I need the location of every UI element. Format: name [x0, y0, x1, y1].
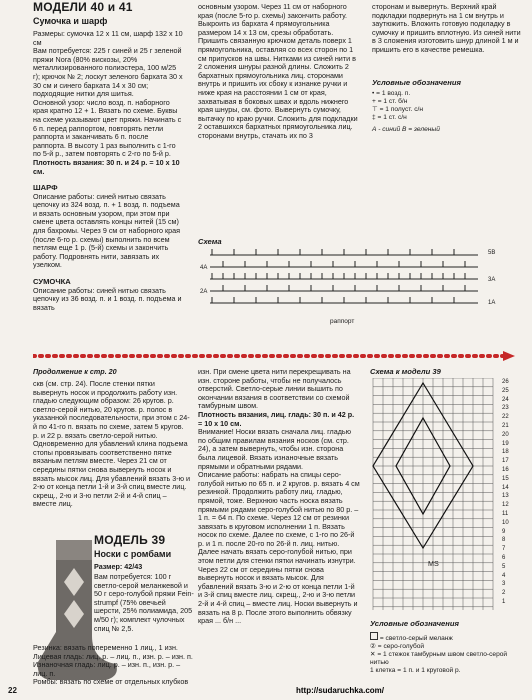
continuation-label: Продолжение к стр. 20	[33, 367, 117, 376]
legend-block	[372, 90, 522, 134]
materials-para: Вам потребуется: 225 г синей и 25 г зеленой пряжи Nora (80% вискозы, 20% металлизированного полиэстера, 100 м/25 г); крючок № 2; лоскут зеленого бархата 30 x 30 см и синего бархата 14 x 30 см; подходящие нитки для шитья.	[33, 46, 183, 99]
materials-text: Вам потребуется: 100 г светло-серой меланжевой и 50 г серо-голубой пряжи Fein-strumpf (75% овечьей шерсти, 25% полиамида, 205 м/50 г); комплект чулочных спиц № 2,5.	[94, 572, 194, 633]
chart-row-number: 20	[502, 431, 509, 438]
purl-text: Изнаночная гладь: лиц. р. – изн. п., изн. р. – лиц. п.	[33, 660, 181, 678]
rapport-label: раппорт	[330, 318, 355, 325]
right-column-text: сторонам и вывернуть. Верхний край подкладки подвернуть на 1 см внутрь и заутюжить. Вложить готовую подкладку в сумочку и пришить вплотную. Из синей нити в 3 сложения изготовить шнур длиной 1 м и пришить его в качестве ремешка.	[372, 2, 521, 54]
chart-row-number: 13	[502, 493, 509, 500]
dc-icon: ‡	[372, 114, 376, 121]
legend-title: Условные обозначения	[372, 78, 461, 87]
chart-row-number: 7	[502, 546, 506, 553]
page-number: 22	[8, 686, 17, 695]
chain-icon: •	[372, 90, 375, 97]
model39-title: МОДЕЛЬ 39	[94, 533, 166, 547]
color-legend: А - синий В = зеленый	[372, 126, 440, 133]
section-divider	[33, 351, 515, 361]
legend-sc: + = 1 ст. б/н	[372, 98, 408, 105]
legend-chain: • = 1 возд. п.	[372, 90, 411, 97]
bottom-col1: скв (см. стр. 24). После стенки пятки вывернуть носок и продолжить работу изн. гладью следующим образом: 26 кругов. р. светло-серой нитью, 20 кругов. р. полос в указанной последовательности, при этом с 24-й по 41-го п. вязать по схеме, затем 5 кругов. р. и 22 р. вязать светло-серой нитью. Одновременно для убавлений клина подъема стопы провязывать соответственно пятке вязаным петлям вместе. Через 21 см от середины пятки снова вывернуть носок и вязать мысок лиц. Для убавлений вязать 3-ю и 2-ю от конца петли 1-й и 3-й спиц вместе лиц. скрещ., 2-ю и 3-ю петли 2-й и 4-й спиц – вместе лиц.	[33, 379, 191, 509]
scheme2-title: Схема к модели 39	[370, 367, 441, 376]
chart-row-number: 17	[502, 458, 509, 465]
row-label-1a: 1А	[488, 300, 496, 306]
chart-row-numbers	[502, 378, 516, 607]
attention-text: Внимание! Носки вязать сначала лиц. гладью по общим правилам вязания носков (см. стр. 24), а затем вывернуть, чтобы изн. сторона была лицевой. Вязать изнаночные вязать прямыми и обратными рядами.	[198, 427, 352, 471]
site-url[interactable]: http://sudaruchka.com/	[296, 686, 385, 695]
chart-row-number: 12	[502, 502, 509, 509]
scheme2-legend-title: Условные обозначения	[370, 619, 459, 628]
chart-row-number: 1	[502, 598, 506, 605]
chart-row-number: 26	[502, 379, 509, 385]
chart-row-number: 2	[502, 590, 506, 597]
scheme-title: Схема	[198, 237, 222, 246]
model-subtitle: Сумочка и шарф	[33, 16, 108, 26]
scarf-text: Описание работы: синей нитью связать цепочку из 324 возд. п. + 1 возд. п. подъема и вязать основным узором, при этом при смене цвета оставлять концы нитей (15 см) для бахромы. Через 9 см от наборного края (после 6-го р. схемы) выполнить по всем петлям еще 1 р. (5-й) схемы и закончить работу. Подровнять нити, завязать их узелком.	[33, 191, 181, 270]
model39-subtitle: Носки с ромбами	[94, 549, 172, 559]
chart-row-number: 19	[502, 440, 509, 447]
size-text: Размер: 42/43	[94, 562, 143, 571]
row-label-4a: 4А	[200, 265, 208, 271]
rib-text: Резинка: вязать попеременно 1 лиц., 1 изн.	[33, 643, 178, 652]
bottom-col2-intro: изн. При смене цвета нити перекрещивать на изн. стороне работы, чтобы не получалось отверстий. Светло-серые линии вышить по окончании вязания в соответствии со схемой тамбурным швом.	[198, 367, 351, 411]
hdc-icon: ⊤	[372, 106, 378, 113]
circle-2-icon: ②	[370, 643, 376, 650]
scarf-heading: ШАРФ	[33, 183, 58, 193]
ms-label: MS	[428, 559, 439, 568]
scheme2-legend: = светло-серый меланж ② = серо-голубой ✕ = 1 стежок тамбурным швом светло-серой нитью 1 клетка = 1 п. и 1 круговой р.	[370, 632, 520, 675]
model-title: МОДЕЛИ 40 и 41	[33, 0, 133, 14]
chart-row-number: 9	[502, 528, 506, 535]
sizes-para: Размеры: сумочка 12 x 11 см, шарф 132 x 10 см	[33, 29, 183, 47]
chart-row-number: 4	[502, 572, 506, 579]
chart-row-number: 10	[502, 519, 509, 526]
row-label-3a: 3А	[488, 277, 496, 283]
chart-row-number: 14	[502, 484, 509, 491]
left-column	[33, 30, 183, 312]
sc-icon: +	[372, 98, 376, 105]
chart-row-number: 16	[502, 466, 509, 473]
chart-row-number: 22	[502, 414, 509, 421]
middle-column: основным узором. Через 11 см от наборного края (после 5-го р. схемы) закончить работу. Выкроить из бархата 4 прямоугольника размером 14 x 13 см, срезы обработать. Пришить связанную крючком деталь поверх 1 прямоугольника, оставляя со всех сторон по 1 см припусков на швы. Нитками из синей нити в 2 сложения шнуры разной длины. Сложить 2 бархатных прямоугольника лиц. сторонами внутрь и пришить их сбоку к изнанке ручки и ниже края на расстоянии 1 см от края, захватывая в боковых швах и вдоль нижнего края шнуры, см. фото. Вывернуть сумочку, вытачку по краю ручки. Сложить для подкладки 2 оставшихся бархатных прямоугольника лиц. сторонами внутрь, стачать их по 3	[198, 2, 358, 140]
crochet-scheme	[198, 245, 498, 305]
chart-row-number: 18	[502, 449, 509, 456]
legend-dc: ‡ = 1 ст. с/н	[372, 114, 407, 121]
row-label-5b: 5В	[488, 250, 496, 256]
sock-chart	[368, 378, 498, 618]
bag-heading: СУМОЧКА	[33, 277, 71, 287]
chart-row-number: 5	[502, 563, 506, 570]
stock-text: Лицевая гладь: лиц. р. – лиц. п., изн. р. – изн. п.	[33, 651, 193, 661]
chart-row-number: 23	[502, 405, 509, 412]
row-label-2a: 2А	[200, 289, 208, 295]
density-text: Плотность вязания, лиц. гладь: 30 п. и 42 р. = 10 x 10 см.	[198, 409, 355, 428]
chart-row-number: 24	[502, 396, 509, 403]
bottom-col2	[198, 368, 360, 626]
chart-row-number: 11	[502, 510, 509, 517]
grey-square-icon	[370, 632, 378, 640]
chain-stitch-icon: ✕	[370, 651, 376, 658]
chart-row-number: 8	[502, 537, 506, 544]
legend-hdc: ⊤ = 1 полуст. с/н	[372, 106, 423, 113]
chart-row-number: 25	[502, 387, 509, 394]
pattern-para: Основной узор: число возд. п. наборного края кратно 12 + 1. Вязать по схеме. Буквы на схеме указывают цвет пряжи. Начинать с 6 п. перед раппортом, повторять петли раппорта и заканчивать 6 п. после раппорта. В высоту 1 раз выполнить с 1-го по 5-й р., затем повторять с 2-го по 5-й р.	[33, 97, 182, 159]
chart-row-number: 21	[502, 422, 509, 429]
bag-text: Описание работы: синей нитью связать цепочку из 36 возд. п. и 1 возд. п. подъема и вязать	[33, 285, 182, 312]
chart-row-number: 6	[502, 554, 506, 561]
diamond-text: Ромбы: вязать по схеме от отдельных клубков	[33, 677, 189, 687]
chart-row-number: 3	[502, 581, 506, 588]
pattern-notes	[33, 644, 193, 687]
chart-row-number: 15	[502, 475, 509, 482]
density-para: Плотность вязания: 30 п. и 24 р. = 10 x 10 см.	[33, 157, 180, 176]
work-text: Описание работы: набрать на спицы серо-голубой нитью по 65 п. и 2 кругов. р. вязать 4 см резинкой. Продолжить работу лиц. гладью, прямой, тоже. Верхнюю часть носка вязать прямыми рядами серо-голубой нитью по 80 р. – 1 п. = 64 п. По схеме. Через 12 см от резинки завязать в круговом исполнении 1 п. Вязать носок по схеме. Далее по схеме, с 1-го по 26-й р. и 1 п. после 20-го по 26-й п. лиц. нитью. Далее начать вязать серо-голубой нитью, при этом петли для стенки пятки начинать изнутри. Через 22 см от середины пятки снова вывернуть носок и вязать мысок. Для убавлений вязать 3-ю и 2-ю от конца петли 1-й и 3-й спиц вместе лиц. скрещ., 2-ю и 3-ю петли 2-й и 4-й спиц – вместе лиц. Носки вывернуть и вязать на 8 р. После этого выполнить обвязку края ... б/н ...	[198, 470, 360, 626]
